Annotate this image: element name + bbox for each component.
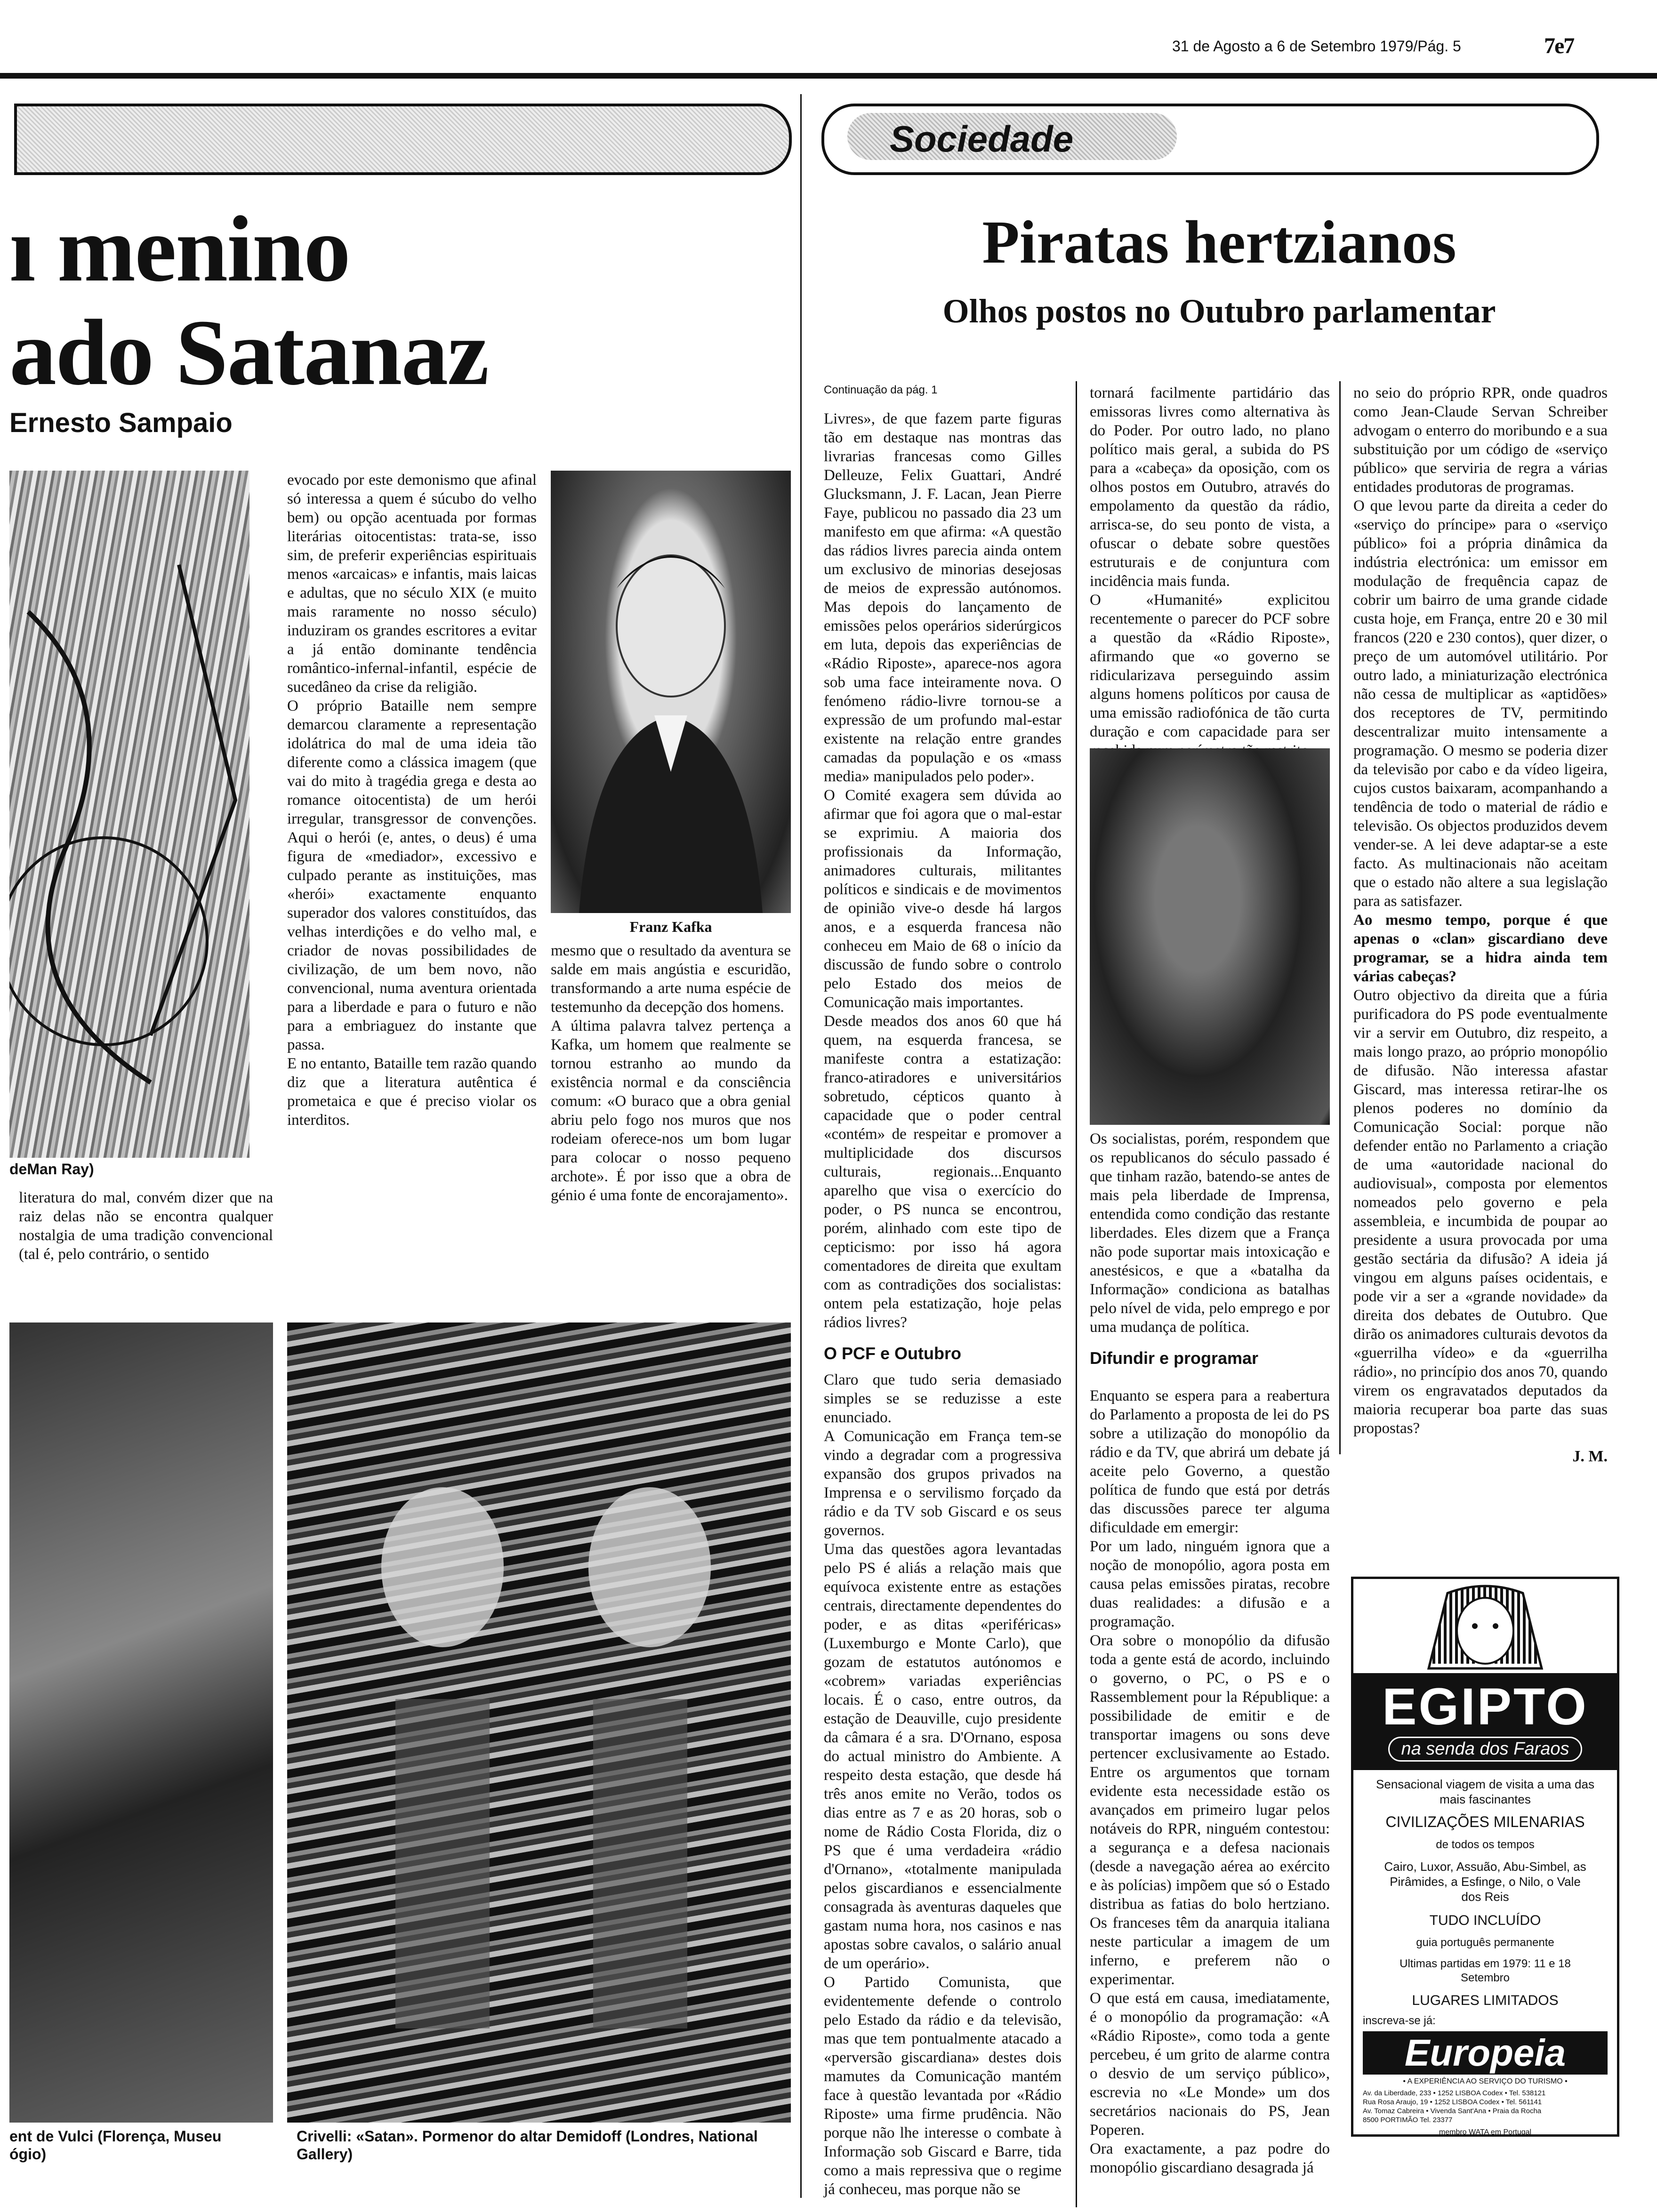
paragraph: A Comunicação em França tem-se vindo a degradar com a progressiva expansão dos grupos privados na Imprensa e o servilismo forçado da rádio e da TV sob Giscard e os seus governos. [824,1428,1062,1539]
crivelli-caption: Crivelli: «Satan». Pormenor do altar Demidoff (Londres, National Gallery) [297,2128,758,2163]
paragraph: Livres», de que fazem parte figuras tão em destaque nas montras das livrarias francesas como Gilles Delleuze, Felix Guattari, André Glucksmann, J. F. Lacan, Jean Pierre Faye, publicou no passado dia 23 um manifesto em que afirma: «A questão das rádios livres parecia ainda ontem um exclusivo de minorias desejosas de meios de expressão autónomos. Mas depois do lançamento de emissões pelos operários siderúrgicos em luta, depois das experiências de «Rádio Riposte», aparece-nos agora sob uma face inteiramente nova. O fenómeno rádio-livre tornou-se a expressão de um profundo mal-estar existente na relação entre grandes camadas da população e os «mass media» manipulados pelo poder». [824,410,1062,785]
egipto-tagline: na senda dos Faraos [1388,1737,1582,1762]
right-article-col1 [824,409,1062,2199]
paragraph: Ao mesmo tempo, porque é que apenas o «clan» giscardiano deve programar, se a hidra ainda tem várias cabeças? [1353,912,1608,985]
article-signature: J. M. [1572,1448,1608,1465]
franz-kafka-photo [551,471,791,913]
paragraph: no seio do próprio RPR, onde quadros como Jean-Claude Servan Schreiber advogam o enterro do moribundo e a sua substituição por um código de «serviço público» que serviria de regra a várias entidades produtoras de programas. [1353,385,1608,496]
paragraph: Por um lado, ninguém ignora que a noção de monopólio, agora posta em causa pelas emissões piratas, recobre duas realidades: a difusão e a programação. [1090,1538,1330,1630]
column-rule [1076,381,1077,2207]
crivelli-satan-image [287,1322,791,2123]
ad-places: Cairo, Luxor, Assuão, Abu-Simbel, as Pirâmides, a Esfinge, o Nilo, o Vale dos Reis [1384,1859,1586,1904]
ad-address: Rua Rosa Araujo, 19 • 1252 LISBOA Codex • Tel. 561141 [1363,2098,1542,2106]
egipto-ad [1351,1577,1619,2137]
paragraph: tornará facilmente partidário das emissoras livres como alternativa às do Poder. Por outro lado, no plano político mais geral, a subida do PS para a «cabeça» da oposição, com os olhos postos em Outubro, através do empolamento da questão da rádio, arrisca-se, do seu ponto de vista, a ofuscar o debate sobre questões estruturais e de conjuntura com incidência mais funda. [1090,385,1330,590]
left-title-line-1: ı menino [9,197,350,301]
man-ray-caption: deMan Ray) [9,1161,94,1178]
ad-agency-slogan: • A EXPERIÊNCIA AO SERVIÇO DO TURISMO • [1403,2077,1568,2085]
page-date: 31 de Agosto a 6 de Setembro 1979/Pág. 5 [1172,38,1461,55]
vulci-caption: ent de Vulci (Florença, Museu ógio) [9,2128,222,2163]
ad-era: de todos os tempos [1436,1838,1535,1851]
left-section-banner [14,104,792,175]
right-article-col3 [1353,384,1608,1466]
right-article-title: Piratas hertzianos [982,208,1456,276]
paragraph: O que levou parte da direita a ceder do «serviço do príncipe» para o «serviço público» foi a própria dinâmica da indústria electrónica: um emissor em modulação de frequência capaz de cobrir um bairro de uma grande cidade custa hoje, em França, entre 20 e 30 mil francos (220 e 230 contos), quer dizer, o preço de um automóvel utilitário. Por outro lado, a miniaturização electrónica não cessa de multiplicar as «aptidões» dos receptores de TV, permitindo descentralizar muito intensamente a programação. O mesmo se poderia dizer da televisão por cabo e da vídeo ligeira, cujos custos baixaram, acompanhando a tendência de todo o material de rádio e televisão. Os objectos produzidos devem vender-se. A lei deve adaptar-se a este facto. As multinacionais não aceitam que o estado não altere a sua legislação para as satisfazer. [1353,497,1608,910]
paragraph: O próprio Bataille nem sempre demarcou claramente a representação idolátrica do mal de uma ideia tão diferente como a clássica imagem (que vai do mito à tragédia grega e desta ao romance oitocentista) de um herói irregular, transgressor de convenções. Aqui o herói (e, antes, o deus) é uma figura de «mediador», excessivo e culpado perante as instituições, mas «herói» exactamente enquanto superador dos valores constituídos, das velhas interdições e do velho mal, e criador de novas possibilidades de civilização, de um bem novo, não convencional, numa aventura orientada para a liberdade e para o futuro e não para a embriaguez do instante que passa. [287,697,537,1053]
paragraph: Os socialistas, porém, respondem que os republicanos do século passado é que tinham razão, batendo-se antes de mais pela liberdade de Imprensa, entendida como condição das restante liberdades. Eles dizem que a França não pode suportar mais intoxicação e anestésicos, e que a «batalha da Informação» condiciona as batalhas pelo nível de vida, pelo emprego e por uma mudança de política. [1090,1130,1330,1336]
right-article-subtitle: Olhos postos no Outubro parlamentar [942,292,1496,330]
paragraph: Uma das questões agora levantadas pelo PS é aliás a relação mais que equívoca existente entre as estações centrais, directamente dependentes do poder, e as ditas «periféricas» (Luxemburgo e Monte Carlo), que gozam de estatutos autónomos e «cobrem» variadas experiências locais. É o caso, entre outros, da estação de Deauville, cujo presidente da câmara é a sra. D'Ornano, esposa do actual ministro do Ambiente. A respeito desta estação, que desde há três anos emite no Verão, todos os dias entre as 7 e as 20 horas, sob o nome de Rádio Costa Florida, diz o PS que é uma verdadeira «rádio d'Ornano», «totalmente manipulada pelos giscardianos e essencialmente consagrada às aventuras daqueles que gastam numa hora, nos casinos e nas apostas sobre cavalos, o salário anual de um operário». [824,1541,1062,1972]
ad-limited: LUGARES LIMITADOS [1412,1993,1559,2008]
ad-address: Av. da Liberdade, 233 • 1252 LISBOA Codex • Tel. 538121 [1363,2089,1546,2097]
ad-member: membro WATA em Portugal [1439,2128,1532,2136]
ad-intro: Sensacional viagem de visita a uma das mais fascinantes [1376,1777,1594,1806]
subheading-difundir: Difundir e programar [1090,1348,1259,1368]
europeia-logo: Europeia [1363,2031,1608,2075]
ad-address: Av. Tomaz Cabreira • Vivenda Sant'Ana • Praia da Rocha [1363,2107,1542,2115]
illustration-overlay [9,471,249,1158]
ad-signup: inscreva-se já: [1363,2014,1436,2027]
subheading-pcf: O PCF e Outubro [824,1344,961,1363]
right-article-col2-bottom [1090,1130,1330,2177]
paragraph: E no entanto, Bataille tem razão quando diz que a literatura autêntica é prometaica e que é preciso violar os interditos. [287,1055,537,1129]
paragraph: O Comité exagera sem dúvida ao afirmar que foi agora que o mal-estar se exprimiu. A maioria dos profissionais da Informação, animadores culturais, militantes políticos e sindicais e de movimentos de opinião vive-o desde há largos anos, e a esquerda francesa não conheceu em Maio de 68 o início da discussão de fundo sobre o controlo pelo Estado dos meios de Comunicação mais importantes. [824,787,1062,1011]
left-col0-text: literatura do mal, convém dizer que na raiz delas não se encontra qualquer nostalgia de uma tradição convencional (tal é, pelo contrário, o sentido [19,1189,273,1263]
paragraph: Ora exactamente, a paz podre do monopólio giscardiano desagrada já [1090,2140,1330,2176]
vulci-image [9,1322,273,2123]
left-article-col2 [551,941,791,1205]
egipto-banner [1353,1673,1617,1770]
top-rule [0,73,1657,79]
left-article-title [9,198,488,405]
ad-guide: guia português permanente [1416,1936,1554,1949]
publication-logo: 7e7 [1544,33,1574,58]
paragraph: mesmo que o resultado da aventura se salde em mais angústia e escuridão, transformando a arte numa espécie de testemunho da decepção dos homens. [551,942,791,1016]
kafka-silhouette [551,471,791,913]
ad-headline: CIVILIZAÇÕES MILENARIAS [1385,1813,1585,1830]
paragraph: evocado por este demonismo que afinal só interessa a quem é súcubo do velho bem) ou opção acentuada por formas literárias oitocentistas: trata-se, isso sim, de preferir experiências espirituais menos «arcaicas» e infantis, mais laicas e adultas, que no século XIX (e muito mais raramente no nosso século) induziram os grandes escritores a evitar a já então dominante tendência romântico-infernal-infantil, espécie de sucedâneo da crise da religião. [287,472,537,696]
man-ray-illustration [9,471,249,1158]
paragraph: Claro que tudo seria demasiado simples se se reduzisse a este enunciado. [824,1371,1062,1426]
column-rule [1339,381,1341,1454]
paragraph: A última palavra talvez pertença a Kafka, um homem que realmente se tornou estranho ao mundo da existência normal e da consciência comum: «O buraco que a obra genial abriu pelo fogo nos muros que nos rodeiam oferece-nos um bom lugar para colocar o nosso pequeno archote». É por isso que a obra de génio é uma fonte de encorajamento». [551,1018,791,1204]
left-title-line-2: ado Satanaz [9,301,489,405]
page-divider [800,94,802,2198]
ad-departures: Ultimas partidas em 1979: 11 e 18 Setembro [1400,1957,1571,1984]
paragraph: O Partido Comunista, que evidentemente defende o controlo pelo Estado da rádio e da televisão, mas que tem pontualmente atacado a «perversão giscardiana» destes dois mamutes da Comunicação mantém face à questão levantada por «Rádio Riposte» uma firme prudência. Não porque não lhe interesse o combate à Informação sob Giscard e Barre, tida como a mais repressiva que o regime já conheceu, mas porque não se [824,1974,1062,2198]
ad-address: 8500 PORTIMÃO Tel. 23377 [1363,2116,1453,2124]
left-article-col1 [287,471,537,1130]
radio-photo [1090,748,1330,1125]
continuation-note: Continuação da pág. 1 [824,384,938,396]
ad-included: TUDO INCLUÍDO [1429,1913,1541,1928]
paragraph: O «Humanité» explicitou recentemente o parecer do PCF sobre a questão da «Rádio Riposte», afirmando que «o governo se ridicularizava perseguindo assim alguns homens políticos por causa de uma emissão radiofónica de tão curta duração e com capacidade para ser [1090,592,1330,740]
paragraph: Enquanto se espera para a reabertura do Parlamento a proposta de lei do PS sobre a utilização do monopólio da rádio e da TV, que abrirá um debate já aceite pelo Governo, a questão política de fundo que está por detrás das discussões parece ter alguma dificuldade em emergir: [1090,1387,1330,1536]
paragraph: O que está em causa, imediatamente, é o monopólio da programação: «A «Rádio Riposte», como toda a gente percebeu, é um grito de alarme contra o desvio de um serviço público», escrevia no «Le Monde» um dos secretários nacionais do PS, Jean Poperen. [1090,1990,1330,2139]
right-article-col2-top [1090,384,1330,760]
paragraph: Outro objectivo da direita que a fúria purificadora do PS pode eventualmente vir a servir em Outubro, diz respeito, a mais longo prazo, ao próprio monopólio de difusão. Não interessa afastar Giscard, mas interessa retirar-lhe os plenos poderes no domínio da Comunicação Social: porque não defender então no Parlamento a criação de uma «autoridade nacional do audiovisual», composta por elementos nomeados pelo governo e pela assembleia, e incumbida de poupar ao presidente a usura provocada por uma gestão sectária da difusão? A ideia já vingou em alguns países ocidentais, e pode vir a ser a «grande novidade» da direita dos debates de Outubro. Que dirão os animadores culturais devotos da «guerrilha vídeo» e da «guerrilha rádio», no princípio dos anos 70, quando virem os engravatados deputados da maioria recuperar boa parte das suas propostas? [1353,987,1608,1437]
paragraph: Desde meados dos anos 60 que há quem, na esquerda francesa, se manifeste contra a estatização: franco-atiradores e universitários sobretudo, cépticos quanto à capacidade que o poder central «contém» de respeitar e promover a multiplicidade dos discursos culturais, regionais...Enquanto aparelho que visa o exercício do poder, o PS nunca se encontrou, porém, alinhado com este tipo de cepticismo: por isso há agora comentadores de direita que exultam com as contradições dos socialistas: ontem pela estatização, hoje pelas rádios livres? [824,1013,1062,1331]
pharaoh-icon [1353,1579,1617,1673]
section-label: Sociedade [890,118,1074,160]
egipto-brand: EGIPTO [1382,1678,1588,1736]
kafka-caption: Franz Kafka [629,918,712,935]
crivelli-overlay [287,1322,791,2123]
paragraph: Ora sobre o monopólio da difusão toda a gente está de acordo, incluindo o governo, o PC, o PS e o Rassemblement pour la République: a possibilidade de emitir e de transportar imagens ou sons deve pertencer exclusivamente ao Estado. Entre os argumentos que tornam evidente esta necessidade estão os avançados em primeiro lugar pelos notáveis do RPR, ninguém contestou: a segurança e a defesa nacionais (desde a navegação aérea ao exército e às polícias) impõem que só o Estado distribua as fatias do bolo hertziano. Os franceses têm da anarquia italiana neste particular a imagem de um inferno, e preferem não o experimentar. [1090,1632,1330,1988]
left-article-author: Ernesto Sampaio [9,408,233,438]
ad-addresses [1353,2086,1617,2124]
